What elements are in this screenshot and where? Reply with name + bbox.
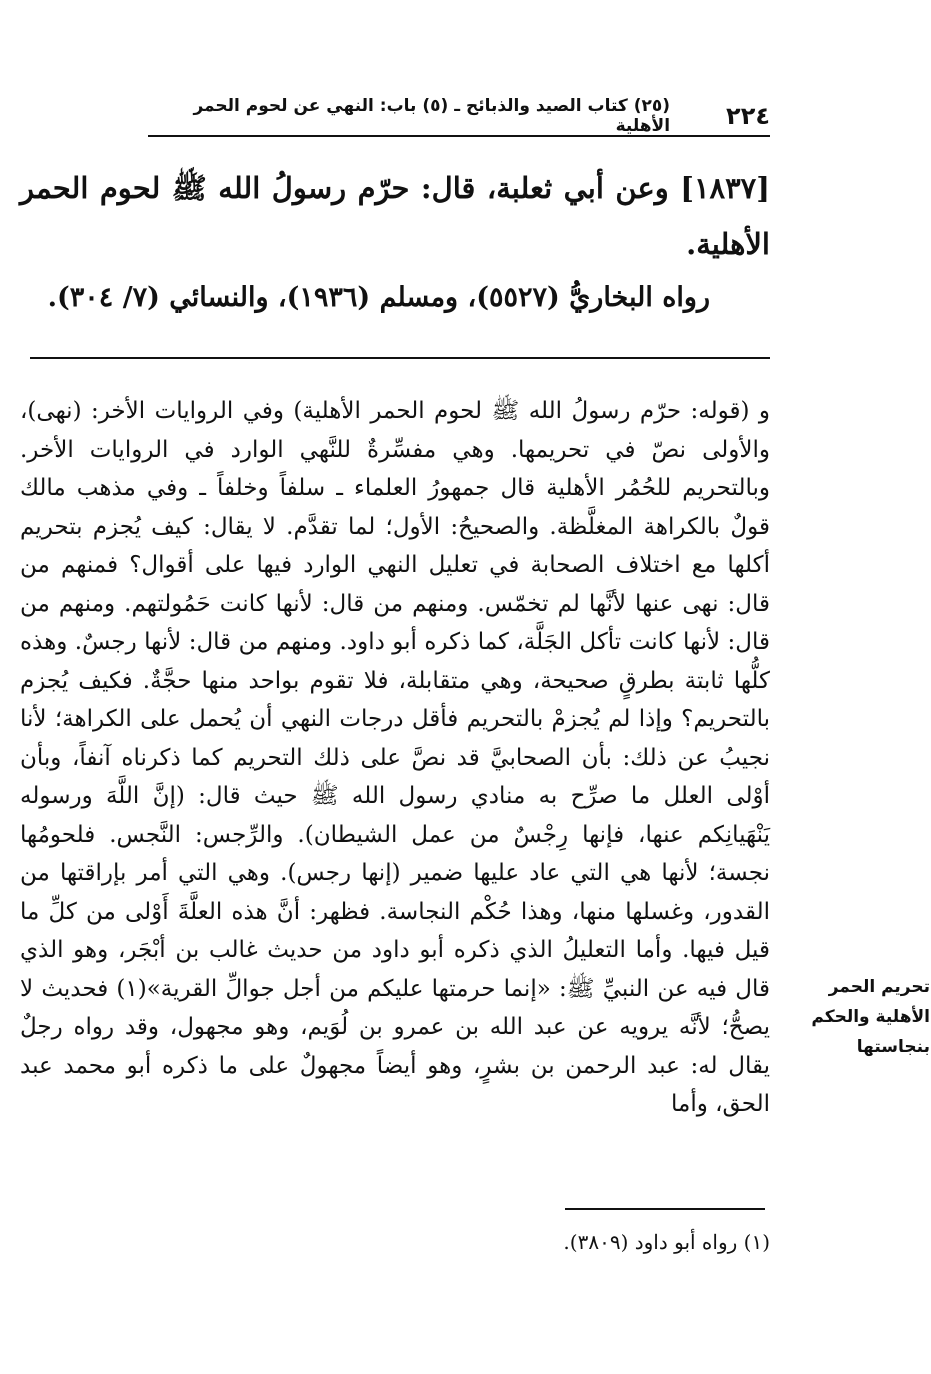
hadith-source: رواه البخاريُّ (٥٥٢٧)، ومسلم (١٩٣٦)، والنسائي (٧/ ٣٠٤). (47, 282, 710, 313)
commentary (20, 392, 770, 1124)
page-number: ٢٢٤ (726, 102, 770, 130)
commentary-paragraph: و (قوله: حرّم رسولُ الله ﷺ لحوم الحمر الأهلية) وفي الروايات الأخر: (نهى)، والأولى نصّ في تحريمها. وهي مفسِّرةٌ للنَّهي الوارد في الروايات الأخر. وبالتحريم للحُمُر الأهلية قال جمهورُ العلماء ـ سلفاً وخلفاً ـ وفي مذهب مالك قولٌ بالكراهة المغلَّظة. والصحيحُ: الأول؛ لما تقدَّم. لا يقال: كيف يُجزم بتحريم أكلها مع اختلاف الصحابة في تعليل النهي الوارد فيها على أقوال؟ فمنهم من قال: نهى عنها لأنَّها لم تخمّس. ومنهم من قال: لأنها كانت حَمُولتهم. ومنهم من قال: لأنها كانت تأكل الجَلَّة، كما ذكره أبو داود. ومنهم من قال: لأنها رجسٌ. وهذه كلُّها ثابتة بطرقٍ صحيحة، وهي متقابلة، فلا تقوم بواحد منها حجَّةٌ. فكيف يُجزم بالتحريم؟ وإذا لم يُجزمْ بالتحريم فأقل درجات النهي أن يُحمل على الكراهة؛ لأنا نجيبُ عن ذلك: بأن الصحابيَّ قد نصَّ على ذلك التحريم كما ذكرناه آنفاً، وبأن أوْلى العلل ما صرِّح به منادي رسول الله ﷺ حيث قال: (إنَّ اللَّهَ ورسوله يَنْهَيانِكم عنها، فإنها رِجْسٌ من عمل الشيطان). والرِّجس: النَّجس. فلحومُها نجسة؛ لأنها هي التي عاد عليها ضمير (إنها رجس). وهي التي أمر بإراقتها من القدور، وغسلها منها، وهذا حُكْم النجاسة. فظهر: أنَّ هذه العلَّةَ أَوْلى من كلِّ ما قيل فيها. وأما التعليلُ الذي ذكره أبو داود من حديث غالب بن أبْجَر، وهو الذي قال فيه عن النبيِّ ﷺ: «إنما حرمتها عليكم من أجل جوالِّ القرية»(١) فحديث لا يصحُّ؛ لأنَّه يرويه عن عبد الله بن عمرو بن لُوَيم، وهو مجهول، وقد رواه رجلٌ يقال له: عبد الرحمن بن بشرٍ، وهو أيضاً مجهولٌ على ما ذكره أبو محمد عبد الحق، وأما (20, 398, 770, 1117)
footnote-divider (565, 1208, 765, 1210)
header-divider (148, 135, 770, 137)
section-divider (30, 357, 770, 359)
running-title: (٢٥) كتاب الصيد والذبائح ـ (٥) باب: النهي عن لحوم الحمر الأهلية (193, 96, 671, 136)
footnote: (١) رواه أبو داود (٣٨٠٩). (563, 1230, 770, 1254)
page-header (150, 98, 770, 134)
margin-note: تحريم الحمر الأهلية والحكم بنجاستها (811, 977, 930, 1057)
hadith-text: [١٨٣٧] وعن أبي ثعلبة، قال: حرّم رسولُ الله ﷺ لحوم الحمر الأهلية. (20, 171, 770, 261)
